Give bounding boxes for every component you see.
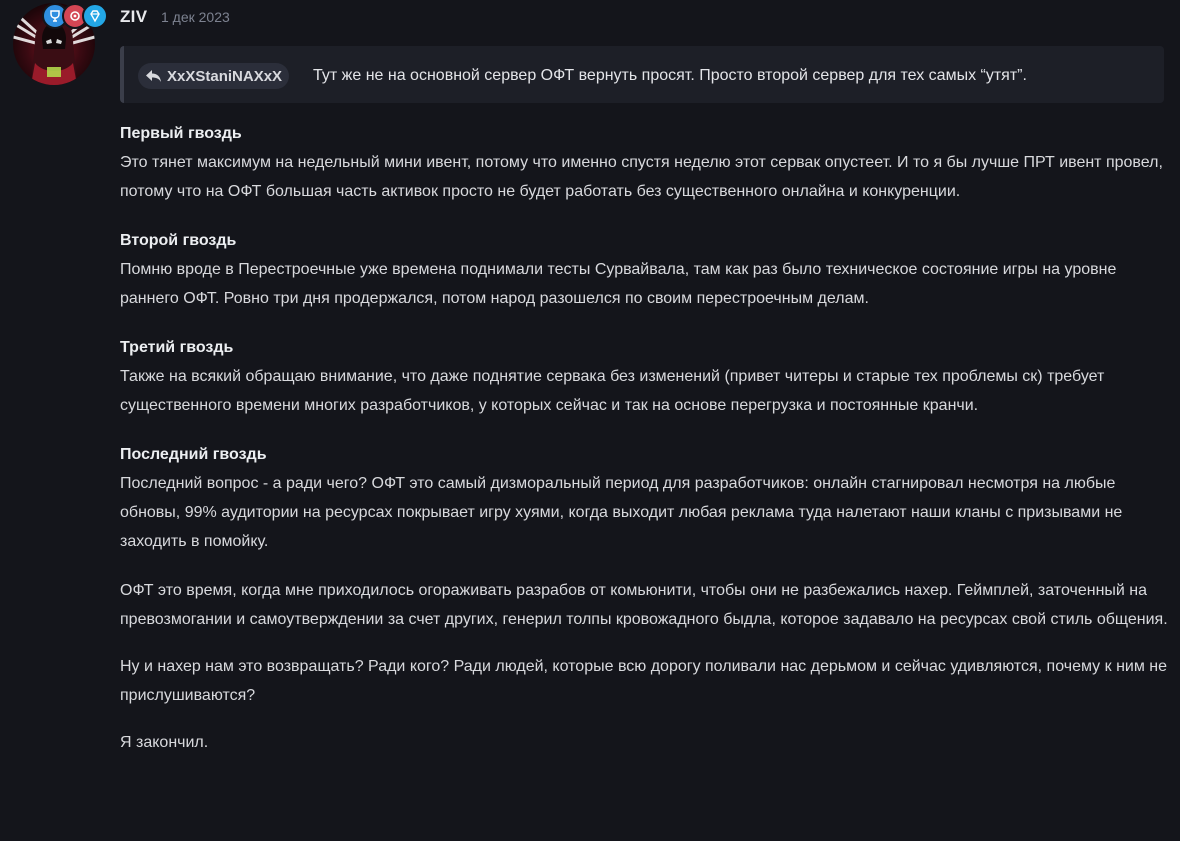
quote-author-chip[interactable]: [138, 63, 289, 89]
post-section: [120, 333, 1170, 420]
user-badges: [42, 3, 102, 27]
section-heading: Третий гвоздь: [120, 339, 234, 356]
post-section: [120, 226, 1170, 313]
post-date[interactable]: 1 дек 2023: [161, 9, 230, 25]
paragraph: ОФТ это время, когда мне приходилось огораживать разрабов от комьюнити, чтобы они не разбежались нахер. Геймплей, заточенный на превозмогании и самоутверждении за счет других, генерил толпы кровожадного быдла, которое задавало на ресурсах свой стиль общения.: [120, 582, 1168, 628]
post-author[interactable]: ZIV: [120, 7, 148, 26]
section-body: Это тянет максимум на недельный мини ивент, потому что именно спустя неделю этот сервак опустеет. И то я бы лучше ПРТ ивент провел, потому что на ОФТ большая часть активок просто не будет работать без существенного онлайна и конкуренции.: [120, 154, 1163, 200]
diamond-badge-icon[interactable]: [82, 3, 108, 29]
section-body: Помню вроде в Перестроечные уже времена поднимали тесты Сурвайвала, там как раз было техническое состояние игры на уровне раннего ОФТ. Ровно три дня продержался, потом народ разошелся по своим перестроечным делам.: [120, 261, 1117, 307]
section-heading: Второй гвоздь: [120, 232, 237, 249]
post-section: [120, 119, 1170, 206]
quote-author-name: XxXStaniNAXxX: [167, 67, 283, 85]
quote-block: [120, 46, 1164, 103]
section-body: Последний вопрос - а ради чего? ОФТ это самый дизморальный период для разработчиков: онлайн стагнировал несмотря на любые обновы, 99% аудитории на ресурсах покрывает игру хуями, когда выходит любая реклама туда налетают наши кланы с призывами не заходить в помойку.: [120, 475, 1123, 550]
post-content: [120, 119, 1170, 775]
section-body: Также на всякий обращаю внимание, что даже поднятие сервака без изменений (привет читеры и старые тех проблемы ск) требует существенного времени многих разработчиков, у которых сейчас и так на основе перегрузка и постоянные кранчи.: [120, 368, 1105, 414]
section-heading: Последний гвоздь: [120, 446, 267, 463]
post-section: [120, 440, 1170, 556]
paragraph: Я закончил.: [120, 734, 209, 751]
reply-icon: [145, 69, 162, 83]
quote-text: Тут же не на основной сервер ОФТ вернуть просят. Просто второй сервер для тех самых “утят”.: [313, 67, 1027, 84]
section-heading: Первый гвоздь: [120, 125, 242, 142]
avatar[interactable]: [13, 3, 95, 85]
paragraph: Ну и нахер нам это возвращать? Ради кого? Ради людей, которые всю дорогу поливали нас дерьмом и сейчас удивляются, почему к ним не прислушиваются?: [120, 658, 1168, 704]
